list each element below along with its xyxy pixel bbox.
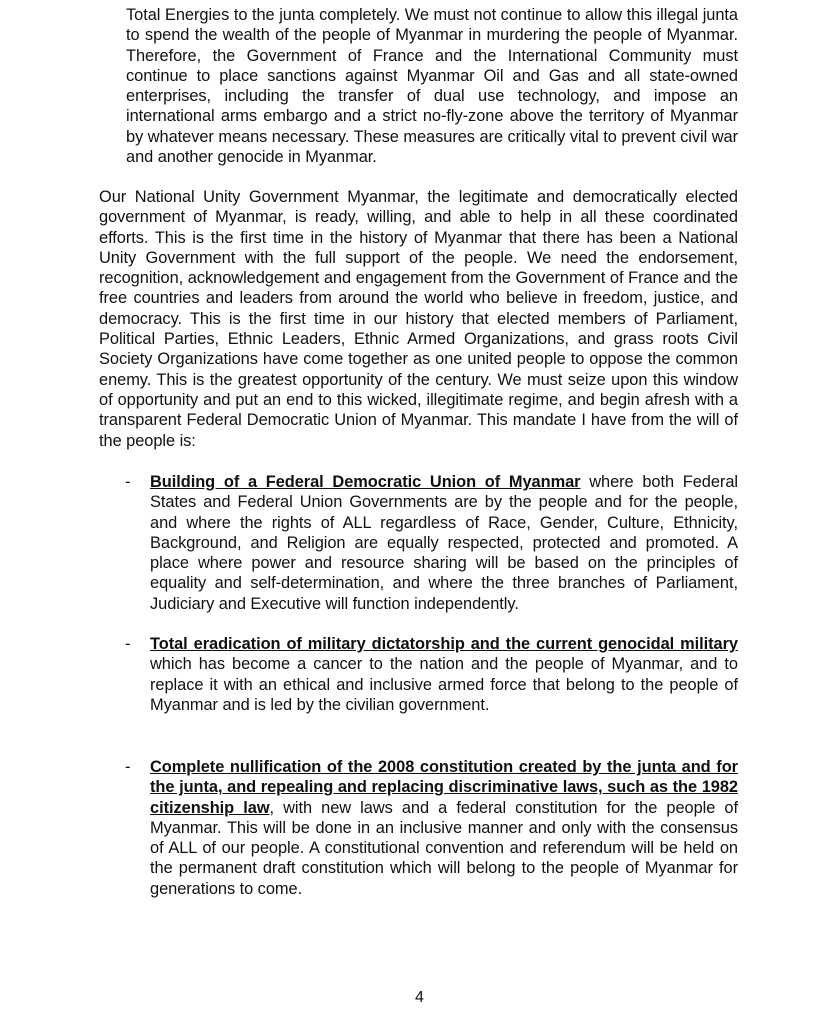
bullet-heading: Complete nullification of the 2008 constitution created by the junta and for the junta, and repealing and replacing discriminative laws, such as the 1982 citizenship law xyxy=(150,758,738,817)
bullet-dash: - xyxy=(125,758,131,776)
bullet-body: where both Federal States and Federal Union Governments are by the people and for the people, and where the rights of ALL regardless of Race, Gender, Culture, Ethnicity, Background, and Religion are equally respected, protected and promoted. A place where power and resource sharing will be based on the principles of equality and self-determination, and where the three branches of Parliament, Judiciary and Executive will function independently. xyxy=(150,473,738,613)
bullet-heading: Building of a Federal Democratic Union of Myanmar xyxy=(150,473,581,491)
bullet-body: which has become a cancer to the nation and the people of Myanmar, and to replace it with an ethical and inclusive armed force that belong to the people of Myanmar and is led by the civilian government. xyxy=(150,655,738,714)
bullet-dash: - xyxy=(125,635,131,653)
page-number: 4 xyxy=(415,989,424,1006)
main-paragraph: Our National Unity Government Myanmar, the legitimate and democratically elected government of Myanmar, is ready, willing, and able to help in all these coordinated efforts. This is the first time in the history of Myanmar that there has been a National Unity Government with the full support of the people. We need the endorsement, recognition, acknowledgement and engagement from the Government of France and the free countries and leaders from around the world who believe in freedom, justice, and democracy. This is the first time in our history that elected members of Parliament, Political Parties, Ethnic Leaders, Ethnic Armed Organizations, and grass roots Civil Society Organizations have come together as one united people to oppose the common enemy. This is the greatest opportunity of the century. We must seize upon this window of opportunity and put an end to this wicked, illegitimate regime, and begin afresh with a transparent Federal Democratic Union of Myanmar. This mandate I have from the will of the people is: xyxy=(99,188,738,450)
bullet-dash: - xyxy=(125,473,131,491)
bullet-text xyxy=(150,757,738,899)
bullet-body: , with new laws and a federal constitution for the people of Myanmar. This will be done in an inclusive manner and only with the consensus of ALL of our people. A constitutional convention and referendum will be held on the permanent draft constitution which will belong to the people of Myanmar for generations to come. xyxy=(150,798,738,898)
indented-paragraph: Total Energies to the junta completely. We must not continue to allow this illegal junta to spend the wealth of the people of Myanmar in murdering the people of Myanmar. Therefore, the Government of France and the International Community must continue to place sanctions against Myanmar Oil and Gas and all state-owned enterprises, including the transfer of dual use technology, and impose an international arms embargo and a strict no-fly-zone above the territory of Myanmar by whatever means necessary. These measures are critically vital to prevent civil war and another genocide in Myanmar. xyxy=(126,6,738,167)
bullet-text xyxy=(150,472,738,614)
bullet-text xyxy=(150,634,738,715)
bullet-heading: Total eradication of military dictatorship and the current genocidal military xyxy=(150,635,738,653)
